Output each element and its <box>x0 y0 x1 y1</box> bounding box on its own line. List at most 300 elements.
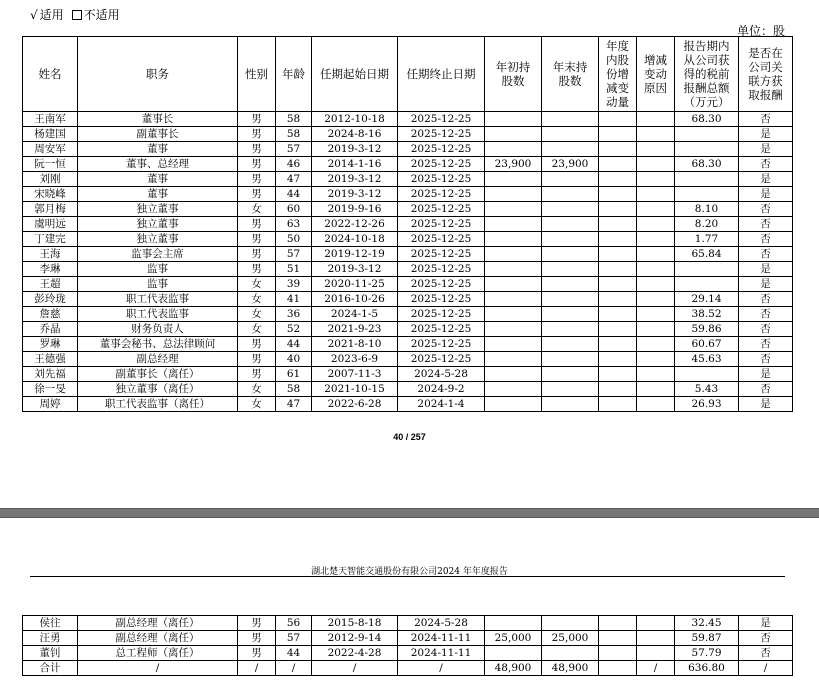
cell-age: 47 <box>276 172 312 187</box>
cell-share-change <box>599 142 637 157</box>
cell-term-end: 2025-12-25 <box>398 247 485 262</box>
cell-end-shares <box>542 352 599 367</box>
cell-related-party-pay: 否 <box>739 232 793 247</box>
cell-change-reason <box>637 616 675 631</box>
cell-compensation: 38.52 <box>675 307 739 322</box>
cell-name: 刘先福 <box>23 367 78 382</box>
cell-name: 董钊 <box>23 646 78 661</box>
cell-name: 李琳 <box>23 262 78 277</box>
cell-related-party-pay: 否 <box>739 646 793 661</box>
cell-begin-shares <box>485 307 542 322</box>
cell-begin-shares <box>485 112 542 127</box>
header-term-start: 任期起始日期 <box>312 37 398 112</box>
cell-gender: 女 <box>238 397 276 412</box>
table-row <box>23 367 793 382</box>
table-row <box>23 661 793 676</box>
cell-related-party-pay: 是 <box>739 142 793 157</box>
cell-compensation: 26.93 <box>675 397 739 412</box>
cell-term-end: 2025-12-25 <box>398 337 485 352</box>
cell-position: 副总经理（离任） <box>78 631 238 646</box>
cell-begin-shares <box>485 646 542 661</box>
cell-share-change <box>599 202 637 217</box>
cell-begin-shares <box>485 277 542 292</box>
header-position: 职务 <box>78 37 238 112</box>
cell-compensation: 59.87 <box>675 631 739 646</box>
cell-gender: 男 <box>238 337 276 352</box>
cell-end-shares: 48,900 <box>542 661 599 676</box>
cell-change-reason <box>637 631 675 646</box>
cell-share-change <box>599 127 637 142</box>
cell-position: 董事会秘书、总法律顾问 <box>78 337 238 352</box>
cell-name: 王德强 <box>23 352 78 367</box>
cell-name: 丁建完 <box>23 232 78 247</box>
cell-gender: 男 <box>238 112 276 127</box>
cell-position: 独立董事 <box>78 232 238 247</box>
cell-change-reason <box>637 277 675 292</box>
cell-related-party-pay: 否 <box>739 157 793 172</box>
cell-begin-shares <box>485 232 542 247</box>
table-row <box>23 631 793 646</box>
cell-share-change <box>599 352 637 367</box>
cell-begin-shares: 48,900 <box>485 661 542 676</box>
cell-term-start: 2019-3-12 <box>312 262 398 277</box>
cell-position: 副董事长 <box>78 127 238 142</box>
cell-position: 职工代表监事 <box>78 307 238 322</box>
cell-change-reason <box>637 337 675 352</box>
cell-related-party-pay: 否 <box>739 352 793 367</box>
cell-position: 董事 <box>78 187 238 202</box>
cell-begin-shares <box>485 172 542 187</box>
cell-age: 57 <box>276 631 312 646</box>
cell-related-party-pay: 否 <box>739 292 793 307</box>
cell-share-change <box>599 661 637 676</box>
cell-name: 阮一恒 <box>23 157 78 172</box>
cell-begin-shares <box>485 352 542 367</box>
cell-share-change <box>599 157 637 172</box>
table-row <box>23 292 793 307</box>
cell-term-end: 2025-12-25 <box>398 202 485 217</box>
header-name: 姓名 <box>23 37 78 112</box>
cell-age: 52 <box>276 322 312 337</box>
cell-end-shares <box>542 112 599 127</box>
table-row <box>23 202 793 217</box>
cell-end-shares <box>542 202 599 217</box>
cell-share-change <box>599 292 637 307</box>
cell-end-shares <box>542 262 599 277</box>
cell-change-reason <box>637 112 675 127</box>
cell-position: 独立董事 <box>78 202 238 217</box>
cell-change-reason <box>637 232 675 247</box>
cell-share-change <box>599 307 637 322</box>
cell-age: 44 <box>276 187 312 202</box>
cell-related-party-pay: 是 <box>739 367 793 382</box>
cell-begin-shares <box>485 262 542 277</box>
cell-gender: 男 <box>238 352 276 367</box>
cell-term-start: 2023-6-9 <box>312 352 398 367</box>
cell-end-shares <box>542 397 599 412</box>
cell-position: 总工程师（离任） <box>78 646 238 661</box>
cell-term-start: 2019-3-12 <box>312 172 398 187</box>
cell-compensation <box>675 187 739 202</box>
cell-compensation: 59.86 <box>675 322 739 337</box>
cell-related-party-pay: 否 <box>739 322 793 337</box>
cell-begin-shares <box>485 382 542 397</box>
cell-end-shares <box>542 247 599 262</box>
cell-compensation <box>675 277 739 292</box>
cell-share-change <box>599 217 637 232</box>
cell-term-start: 2020-11-25 <box>312 277 398 292</box>
cell-name: 周安军 <box>23 142 78 157</box>
header-related-party-pay: 是否在公司关联方获取报酬 <box>739 37 793 112</box>
cell-name: 周婷 <box>23 397 78 412</box>
cell-compensation: 45.63 <box>675 352 739 367</box>
cell-related-party-pay: 否 <box>739 382 793 397</box>
cell-position: 副总经理 <box>78 352 238 367</box>
cell-name: 杨建国 <box>23 127 78 142</box>
cell-share-change <box>599 322 637 337</box>
cell-compensation: 65.84 <box>675 247 739 262</box>
cell-age: 46 <box>276 157 312 172</box>
cell-age: 41 <box>276 292 312 307</box>
cell-change-reason <box>637 127 675 142</box>
cell-name: 罗琳 <box>23 337 78 352</box>
running-header: 湖北楚天智能交通股份有限公司2024 年年度报告 <box>311 567 508 577</box>
cell-share-change <box>599 616 637 631</box>
cell-position: 董事、总经理 <box>78 157 238 172</box>
cell-name: 郭月梅 <box>23 202 78 217</box>
cell-age: 56 <box>276 616 312 631</box>
cell-end-shares <box>542 217 599 232</box>
cell-age: 58 <box>276 127 312 142</box>
cell-name: 王超 <box>23 277 78 292</box>
cell-change-reason <box>637 262 675 277</box>
cell-share-change <box>599 112 637 127</box>
cell-gender: 女 <box>238 322 276 337</box>
cell-term-start: 2019-3-12 <box>312 187 398 202</box>
cell-change-reason <box>637 352 675 367</box>
cell-related-party-pay: 是 <box>739 172 793 187</box>
table-row <box>23 142 793 157</box>
cell-begin-shares <box>485 292 542 307</box>
cell-age: 57 <box>276 247 312 262</box>
header-age: 年龄 <box>276 37 312 112</box>
cell-share-change <box>599 382 637 397</box>
table-row <box>23 322 793 337</box>
cell-change-reason <box>637 247 675 262</box>
header-term-end: 任期终止日期 <box>398 37 485 112</box>
cell-term-end: / <box>398 661 485 676</box>
cell-related-party-pay: 是 <box>739 262 793 277</box>
cell-change-reason <box>637 646 675 661</box>
cell-term-start: 2024-8-16 <box>312 127 398 142</box>
cell-age: 44 <box>276 646 312 661</box>
cell-share-change <box>599 172 637 187</box>
cell-compensation: 8.20 <box>675 217 739 232</box>
cell-age: 57 <box>276 142 312 157</box>
cell-related-party-pay: / <box>739 661 793 676</box>
cell-age: 58 <box>276 112 312 127</box>
cell-position: 副董事长（离任） <box>78 367 238 382</box>
cell-related-party-pay: 否 <box>739 202 793 217</box>
table-row <box>23 337 793 352</box>
cell-compensation <box>675 172 739 187</box>
cell-end-shares: 23,900 <box>542 157 599 172</box>
cell-term-start: 2021-9-23 <box>312 322 398 337</box>
cell-position: / <box>78 661 238 676</box>
executive-table <box>22 36 793 412</box>
cell-term-end: 2025-12-25 <box>398 262 485 277</box>
cell-compensation: 57.79 <box>675 646 739 661</box>
cell-gender: 女 <box>238 202 276 217</box>
cell-term-start: / <box>312 661 398 676</box>
cell-term-end: 2024-9-2 <box>398 382 485 397</box>
cell-related-party-pay: 是 <box>739 187 793 202</box>
header-begin-shares: 年初持股数 <box>485 37 542 112</box>
cell-compensation: 1.77 <box>675 232 739 247</box>
cell-related-party-pay: 是 <box>739 127 793 142</box>
cell-term-start: 2019-12-19 <box>312 247 398 262</box>
cell-gender: 男 <box>238 262 276 277</box>
cell-term-end: 2025-12-25 <box>398 127 485 142</box>
cell-gender: 男 <box>238 172 276 187</box>
cell-position: 监事 <box>78 262 238 277</box>
cell-name: 徐一旻 <box>23 382 78 397</box>
cell-age: 58 <box>276 382 312 397</box>
cell-term-end: 2025-12-25 <box>398 352 485 367</box>
cell-term-end: 2025-12-25 <box>398 217 485 232</box>
cell-term-start: 2021-10-15 <box>312 382 398 397</box>
cell-end-shares <box>542 646 599 661</box>
cell-end-shares <box>542 127 599 142</box>
cell-compensation <box>675 262 739 277</box>
cell-age: 60 <box>276 202 312 217</box>
table-row <box>23 247 793 262</box>
cell-change-reason <box>637 292 675 307</box>
table-row <box>23 262 793 277</box>
cell-compensation: 68.30 <box>675 157 739 172</box>
cell-gender: 男 <box>238 127 276 142</box>
header-share-change: 年度内股份增减变动量 <box>599 37 637 112</box>
cell-gender: 男 <box>238 232 276 247</box>
cell-share-change <box>599 247 637 262</box>
cell-end-shares: 25,000 <box>542 631 599 646</box>
cell-compensation <box>675 142 739 157</box>
cell-compensation: 8.10 <box>675 202 739 217</box>
cell-gender: 男 <box>238 217 276 232</box>
cell-compensation: 5.43 <box>675 382 739 397</box>
cell-name: 王海 <box>23 247 78 262</box>
table-row <box>23 172 793 187</box>
cell-change-reason <box>637 367 675 382</box>
cell-related-party-pay: 否 <box>739 631 793 646</box>
cell-term-start: 2022-12-26 <box>312 217 398 232</box>
cell-share-change <box>599 232 637 247</box>
cell-name: 刘刚 <box>23 172 78 187</box>
cell-share-change <box>599 646 637 661</box>
cell-gender: 男 <box>238 616 276 631</box>
cell-name: 詹慈 <box>23 307 78 322</box>
table-row <box>23 127 793 142</box>
cell-age: 63 <box>276 217 312 232</box>
cell-begin-shares <box>485 202 542 217</box>
cell-end-shares <box>542 142 599 157</box>
cell-compensation: 636.80 <box>675 661 739 676</box>
cell-share-change <box>599 631 637 646</box>
cell-gender: 男 <box>238 247 276 262</box>
cell-change-reason: / <box>637 661 675 676</box>
check-mark-icon: √ <box>30 8 38 22</box>
table-row <box>23 187 793 202</box>
cell-related-party-pay: 是 <box>739 397 793 412</box>
cell-compensation: 60.67 <box>675 337 739 352</box>
cell-term-end: 2025-12-25 <box>398 112 485 127</box>
cell-begin-shares <box>485 322 542 337</box>
cell-gender: 男 <box>238 631 276 646</box>
cell-age: / <box>276 661 312 676</box>
cell-end-shares <box>542 172 599 187</box>
cell-name: 王南军 <box>23 112 78 127</box>
cell-name: 侯往 <box>23 616 78 631</box>
cell-term-end: 2025-12-25 <box>398 307 485 322</box>
cell-share-change <box>599 277 637 292</box>
cell-term-end: 2025-12-25 <box>398 187 485 202</box>
table-row <box>23 277 793 292</box>
cell-share-change <box>599 397 637 412</box>
cell-change-reason <box>637 322 675 337</box>
cell-term-end: 2025-12-25 <box>398 157 485 172</box>
cell-change-reason <box>637 397 675 412</box>
cell-gender: 女 <box>238 277 276 292</box>
cell-gender: 男 <box>238 367 276 382</box>
cell-term-start: 2015-8-18 <box>312 616 398 631</box>
cell-term-start: 2019-9-16 <box>312 202 398 217</box>
cell-position: 董事 <box>78 142 238 157</box>
cell-begin-shares <box>485 187 542 202</box>
cell-begin-shares <box>485 217 542 232</box>
cell-age: 44 <box>276 337 312 352</box>
cell-begin-shares <box>485 247 542 262</box>
cell-begin-shares <box>485 367 542 382</box>
cell-age: 40 <box>276 352 312 367</box>
cell-position: 财务负责人 <box>78 322 238 337</box>
cell-term-start: 2007-11-3 <box>312 367 398 382</box>
cell-term-end: 2025-12-25 <box>398 232 485 247</box>
cell-change-reason <box>637 217 675 232</box>
table-row <box>23 112 793 127</box>
cell-related-party-pay: 是 <box>739 277 793 292</box>
cell-change-reason <box>637 187 675 202</box>
cell-term-end: 2025-12-25 <box>398 292 485 307</box>
table-row <box>23 217 793 232</box>
cell-related-party-pay: 否 <box>739 217 793 232</box>
cell-gender: / <box>238 661 276 676</box>
table-row <box>23 157 793 172</box>
header-change-reason: 增减变动原因 <box>637 37 675 112</box>
cell-begin-shares: 25,000 <box>485 631 542 646</box>
cell-change-reason <box>637 172 675 187</box>
cell-name: 宋晓峰 <box>23 187 78 202</box>
cell-begin-shares <box>485 397 542 412</box>
cell-change-reason <box>637 157 675 172</box>
cell-position: 独立董事 <box>78 217 238 232</box>
cell-term-start: 2012-10-18 <box>312 112 398 127</box>
cell-share-change <box>599 187 637 202</box>
table-row <box>23 646 793 661</box>
cell-position: 职工代表监事（离任） <box>78 397 238 412</box>
table-row <box>23 232 793 247</box>
cell-end-shares <box>542 277 599 292</box>
cell-age: 61 <box>276 367 312 382</box>
cell-gender: 男 <box>238 157 276 172</box>
cell-term-start: 2021-8-10 <box>312 337 398 352</box>
cell-term-start: 2024-10-18 <box>312 232 398 247</box>
page-break <box>0 508 819 518</box>
cell-end-shares <box>542 367 599 382</box>
table-row <box>23 616 793 631</box>
cell-compensation: 29.14 <box>675 292 739 307</box>
cell-term-end: 2024-5-28 <box>398 367 485 382</box>
header-compensation: 报告期内从公司获得的税前报酬总额（万元） <box>675 37 739 112</box>
report-page-lower <box>0 518 819 688</box>
cell-begin-shares <box>485 127 542 142</box>
cell-related-party-pay: 否 <box>739 307 793 322</box>
cell-age: 39 <box>276 277 312 292</box>
cell-position: 职工代表监事 <box>78 292 238 307</box>
table-row <box>23 397 793 412</box>
applicable-label: 适用 <box>39 8 64 22</box>
cell-age: 51 <box>276 262 312 277</box>
header-end-shares: 年末持股数 <box>542 37 599 112</box>
cell-name: 合计 <box>23 661 78 676</box>
cell-gender: 女 <box>238 292 276 307</box>
unit-label: 单位：股 <box>736 24 785 38</box>
cell-position: 监事 <box>78 277 238 292</box>
cell-gender: 女 <box>238 307 276 322</box>
cell-term-end: 2024-11-11 <box>398 631 485 646</box>
cell-change-reason <box>637 202 675 217</box>
cell-term-end: 2025-12-25 <box>398 172 485 187</box>
cell-end-shares <box>542 322 599 337</box>
cell-age: 50 <box>276 232 312 247</box>
header-rule <box>30 576 785 577</box>
cell-term-start: 2022-6-28 <box>312 397 398 412</box>
cell-name: 汪勇 <box>23 631 78 646</box>
cell-end-shares <box>542 292 599 307</box>
cell-term-start: 2022-4-28 <box>312 646 398 661</box>
cell-change-reason <box>637 142 675 157</box>
cell-compensation <box>675 367 739 382</box>
cell-position: 董事长 <box>78 112 238 127</box>
cell-age: 47 <box>276 397 312 412</box>
cell-age: 36 <box>276 307 312 322</box>
cell-end-shares <box>542 382 599 397</box>
not-applicable-label: 不适用 <box>83 8 120 22</box>
cell-compensation: 32.45 <box>675 616 739 631</box>
cell-name: 虞明远 <box>23 217 78 232</box>
cell-term-end: 2024-11-11 <box>398 646 485 661</box>
cell-term-start: 2016-10-26 <box>312 292 398 307</box>
cell-begin-shares <box>485 337 542 352</box>
cell-share-change <box>599 367 637 382</box>
cell-term-end: 2024-5-28 <box>398 616 485 631</box>
cell-related-party-pay: 是 <box>739 616 793 631</box>
cell-related-party-pay: 否 <box>739 112 793 127</box>
cell-share-change <box>599 262 637 277</box>
cell-gender: 女 <box>238 382 276 397</box>
cell-name: 乔晶 <box>23 322 78 337</box>
executive-table-continued <box>22 615 793 676</box>
cell-end-shares <box>542 187 599 202</box>
